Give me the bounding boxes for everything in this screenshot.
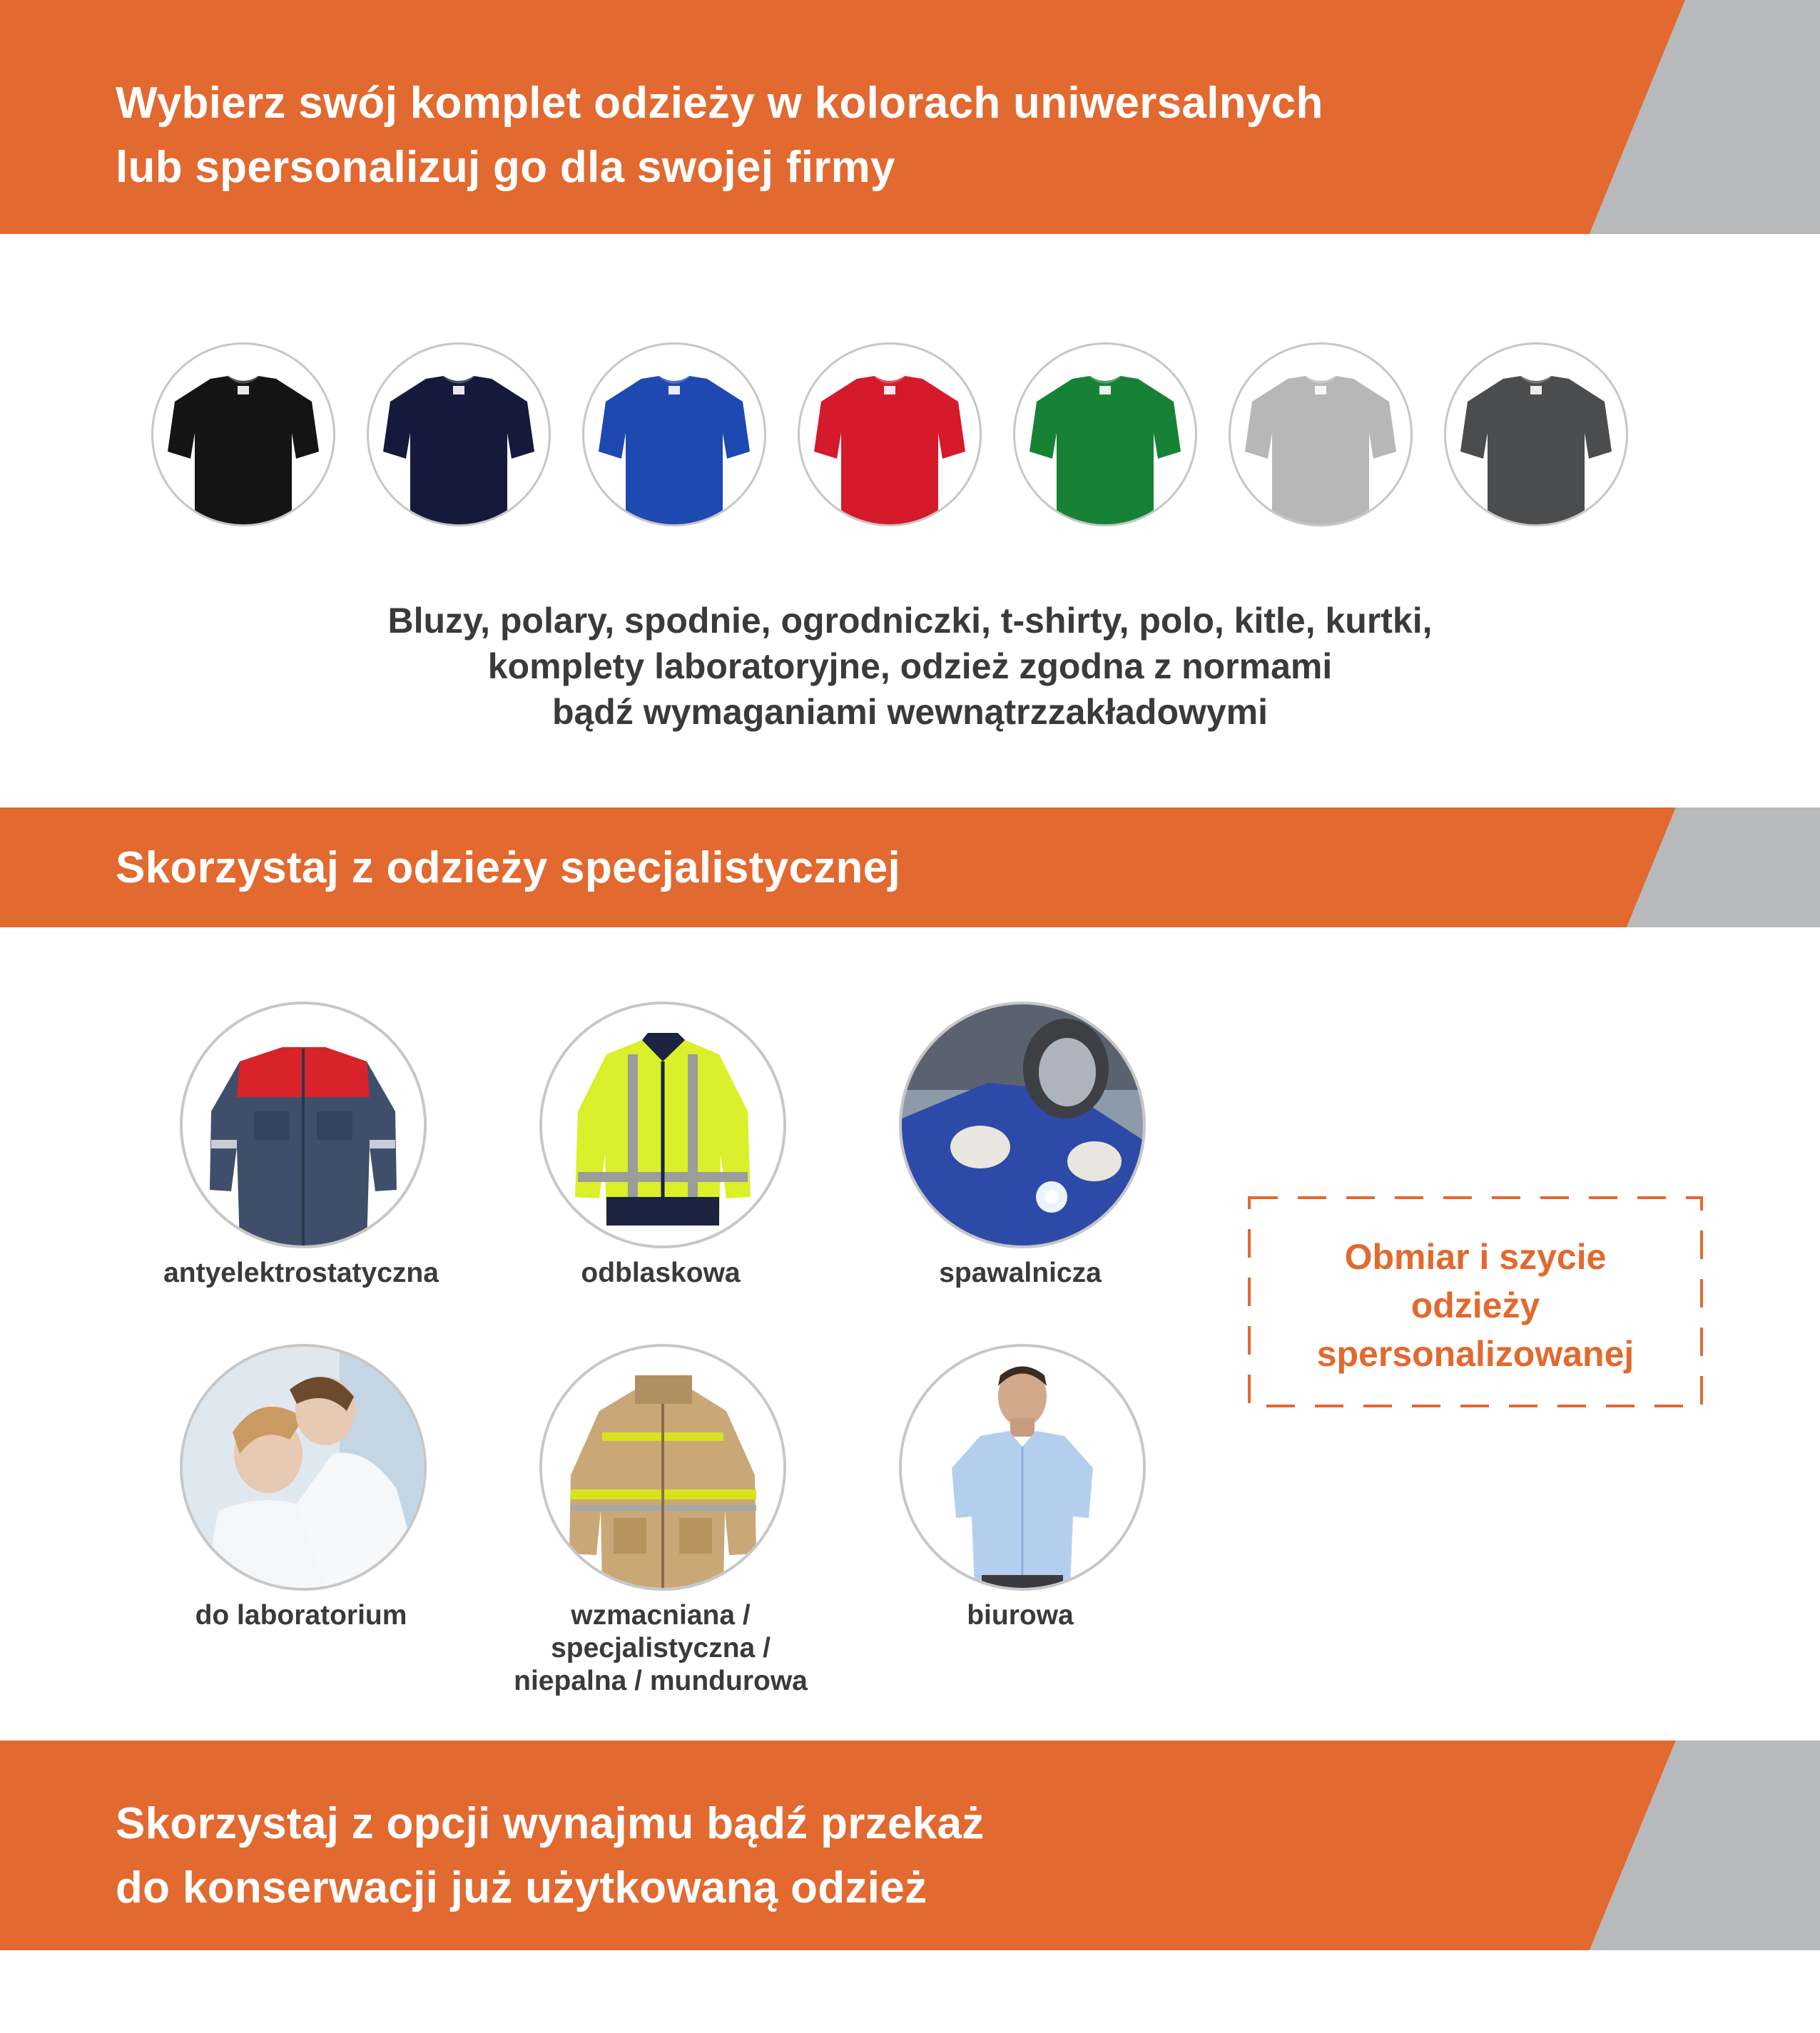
spec-label-office: biurowa bbox=[967, 1600, 1074, 1631]
top-banner-heading: Wybierz swój komplet odzieży w kolorach uniwersalnych lub spersonalizuj go dla swojej firmy bbox=[116, 78, 1323, 192]
laboratory-photo-icon bbox=[180, 1344, 427, 1591]
top-banner bbox=[0, 0, 1820, 234]
spec-label-fireproof: wzmacniana / specjalistyczna / niepalna / mundurowa bbox=[514, 1600, 808, 1696]
bottom-banner bbox=[0, 1741, 1820, 1950]
custom-tailoring-text: Obmiar i szycie odzieży spersonalizowanej bbox=[1316, 1237, 1635, 1374]
spec-label-welding: spawalnicza bbox=[939, 1258, 1102, 1288]
welder-photo-icon bbox=[899, 1002, 1146, 1248]
antistatic-jacket-icon bbox=[180, 1002, 427, 1248]
custom-tailoring-box bbox=[1247, 1196, 1704, 1408]
tshirt-green-icon bbox=[1013, 342, 1197, 526]
clothing-description: Bluzy, polary, spodnie, ogrodniczki, t-shirty, polo, kitle, kurtki, komplety laboratoryjne, odzież zgodna z normami bądź wymaganiami wewnątrzzakładowymi bbox=[387, 601, 1433, 732]
bottom-banner-heading: Skorzystaj z opcji wynajmu bądź przekaż do konserwacji już użytkowaną odzież bbox=[116, 1799, 985, 1912]
tshirt-royal-blue-icon bbox=[582, 342, 766, 526]
tshirt-red-icon bbox=[798, 342, 982, 526]
tshirt-navy-icon bbox=[367, 342, 551, 526]
tshirt-light-grey-icon bbox=[1229, 342, 1413, 526]
office-shirt-icon bbox=[899, 1344, 1146, 1591]
middle-banner-heading: Skorzystaj z odzieży specjalistycznej bbox=[116, 843, 901, 892]
middle-banner bbox=[0, 807, 1820, 927]
spec-label-laboratory: do laboratorium bbox=[195, 1600, 407, 1631]
fireproof-jacket-icon bbox=[539, 1344, 786, 1591]
reflective-jacket-icon bbox=[539, 1002, 786, 1248]
spec-label-antistatic: antyelektrostatyczna bbox=[163, 1258, 439, 1288]
tshirt-black-icon bbox=[151, 342, 335, 526]
spec-label-reflective: odblaskowa bbox=[581, 1258, 741, 1288]
tshirt-graphite-icon bbox=[1444, 342, 1628, 526]
